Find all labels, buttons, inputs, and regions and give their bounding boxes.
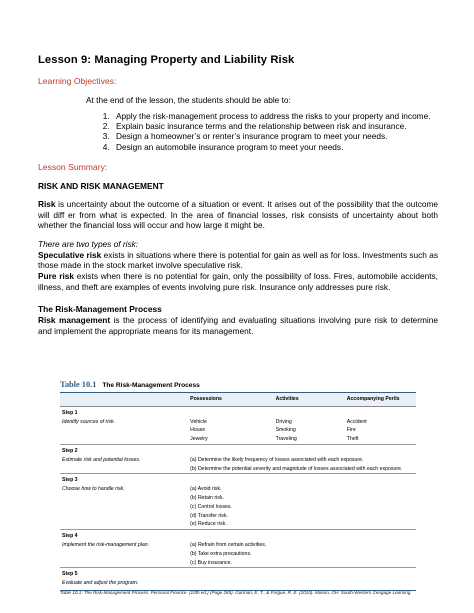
risk-management-text: is the process of identifying and evaluating situations involving pure risk to determine and implement the appropriate means for its management. <box>38 315 438 337</box>
step-3-item: (a) Avoid risk. <box>190 486 222 493</box>
step-3-item: (b) Retain risk. <box>190 494 224 501</box>
step-2-item: (b) Determine the potential severity and magnitude of losses associated with each exposure. <box>190 465 403 472</box>
step-4-label: Step 4 <box>60 530 188 541</box>
step-3-item: (c) Control losses. <box>190 503 232 510</box>
table-title <box>60 380 416 389</box>
step-2-desc: Estimate risk and potential losses. <box>62 456 141 463</box>
peril-cell: Theft <box>346 436 359 443</box>
speculative-term: Speculative risk <box>38 249 102 260</box>
process-table-figure <box>60 380 416 591</box>
objectives-heading: Learning Objectives: <box>38 76 117 86</box>
possession-cell: Jewelry <box>190 436 208 443</box>
section-heading-risk: RISK AND RISK MANAGEMENT <box>38 180 164 191</box>
risk-paragraph <box>38 199 438 231</box>
summary-heading: Lesson Summary: <box>38 161 108 172</box>
speculative-text: exists in situations where there is potential for gain as well as for loss. Investments such as those made in the stock market involve speculative risk. <box>38 249 438 271</box>
activity-cell: Traveling <box>275 436 297 443</box>
types-intro: There are two types of risk: <box>38 238 139 249</box>
objective-item: 3. Design a homeowner’s or renter’s insurance program to meet your needs. <box>112 131 438 141</box>
step-1-desc: Identify sources of risk. <box>62 418 116 425</box>
speculative-paragraph <box>38 250 438 271</box>
activity-cell: Smoking <box>275 427 296 434</box>
step-4-item: (a) Refrain from certain activities. <box>190 541 267 548</box>
section-heading-process: The Risk-Management Process <box>38 304 162 315</box>
risk-text: is uncertainty about the outcome of a situation or event. It arises out of the possibility that the outcome will diff er from what is expected. In the area of financial losses, risk consists of uncertainty about both whether the financial loss will occur and how large it might be. <box>38 198 438 231</box>
table-header-possessions: Possessions <box>188 393 273 407</box>
step-3-item: (d) Transfer risk. <box>190 512 228 519</box>
pure-paragraph <box>38 271 438 292</box>
table-caption: Table 10.1: The Risk-Management Process. Personal Finance. (10th ed.) (Page 285). Garman, E. T., & Forgue, R. E. (2010). Mason, OH: South-Western Cengage Learning <box>60 590 411 595</box>
risk-management-term: Risk management <box>38 315 111 326</box>
step-3-item: (e) Reduce risk. <box>190 521 227 528</box>
document-body <box>38 54 438 337</box>
table-name: The Risk-Management Process <box>102 382 200 389</box>
objective-item: 1. Apply the risk-management process to address the risks to your property and income. <box>112 111 438 121</box>
step-2-label: Step 2 <box>60 444 188 455</box>
table-header-perils: Accompanying Perils <box>345 393 416 407</box>
step-2-item: (a) Determine the likely frequency of losses associated with each exposure. <box>190 456 364 463</box>
table-header-empty <box>60 393 188 407</box>
pure-term: Pure risk <box>38 271 74 282</box>
objectives-list <box>38 111 438 152</box>
objectives-intro: At the end of the lesson, the students should be able to: <box>86 95 291 105</box>
risk-management-paragraph <box>38 315 438 336</box>
step-5-label: Step 5 <box>60 568 188 579</box>
table-header-activities: Activities <box>274 393 345 407</box>
objective-item: 2. Explain basic insurance terms and the relationship between risk and insurance. <box>112 121 438 131</box>
step-4-item: (b) Take extra precautions. <box>190 550 252 557</box>
step-5-desc: Evaluate and adjust the program. <box>60 579 188 590</box>
table-number: Table 10.1 <box>60 380 97 389</box>
objective-item: 4. Design an automobile insurance program to meet your needs. <box>112 142 438 152</box>
peril-cell: Fire <box>346 427 356 434</box>
possession-cell: House <box>190 427 206 434</box>
step-3-desc: Choose how to handle risk. <box>62 486 125 493</box>
pure-text: exists when there is no potential for gain, only the possibility of loss. Fires, automobile accidents, illness, and theft are examples of events involving pure risk. Insurance only addresses pure risk. <box>38 271 438 292</box>
step-1-label: Step 1 <box>60 406 188 417</box>
possession-cell: Vehicle <box>190 418 207 425</box>
step-4-item: (c) Buy insurance. <box>190 559 232 566</box>
activity-cell: Driving <box>275 418 292 425</box>
step-3-label: Step 3 <box>60 474 188 485</box>
step-4-desc: Implement the risk-management plan. <box>62 541 150 548</box>
risk-term: Risk <box>38 198 56 209</box>
risk-management-table <box>60 392 416 591</box>
lesson-title: Lesson 9: Managing Property and Liability Risk <box>38 54 295 66</box>
peril-cell: Accident <box>346 418 367 425</box>
